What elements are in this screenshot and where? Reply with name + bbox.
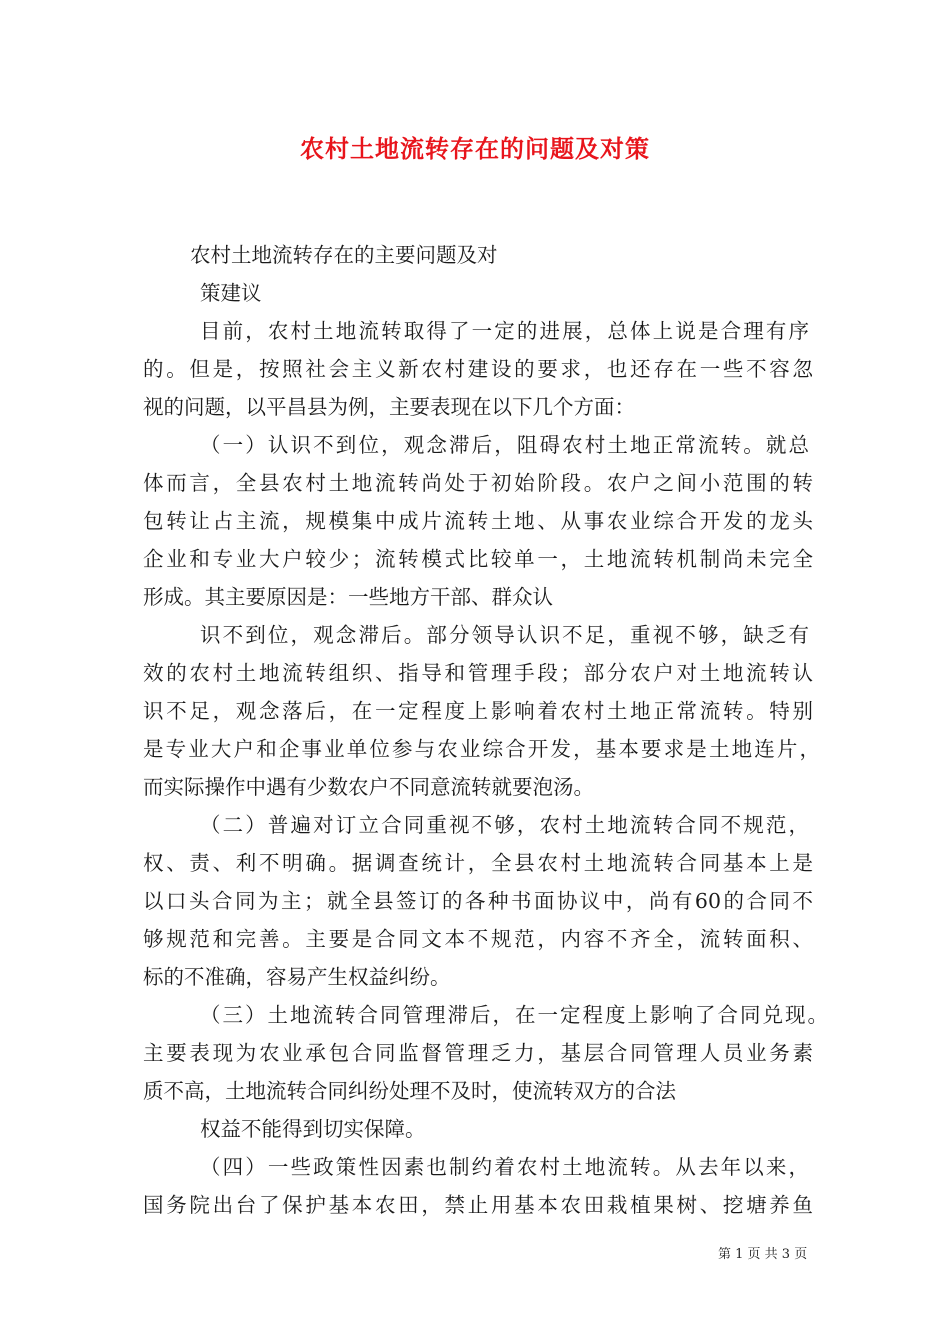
document-title: 农村土地流转存在的问题及对策 — [300, 134, 650, 163]
body-line: 视的问题，以平昌县为例，主要表现在以下几个方面： — [143, 395, 635, 419]
body-line: （一）认识不到位，观念滞后，阻碍农村土地正常流转。就总 — [200, 433, 809, 457]
body-line: 标的不准确，容易产生权益纠纷。 — [143, 965, 451, 989]
body-line: 识不到位，观念滞后。部分领导认识不足，重视不够，缺乏有 — [200, 623, 809, 647]
body-line: 识不足，观念落后，在一定程度上影响着农村土地正常流转。特别 — [143, 699, 813, 723]
body-line: 够规范和完善。主要是合同文本不规范，内容不齐全，流转面积、 — [143, 927, 813, 951]
body-line: （三）土地流转合同管理滞后，在一定程度上影响了合同兑现。 — [200, 1003, 828, 1027]
body-line: 体而言，全县农村土地流转尚处于初始阶段。农户之间小范围的转 — [143, 471, 813, 495]
body-line: 是专业大户和企事业单位参与农业综合开发，基本要求是土地连片， — [143, 737, 820, 761]
body-line: 包转让占主流，规模集中成片流转土地、从事农业综合开发的龙头 — [143, 509, 813, 533]
body-line: 农村土地流转存在的主要问题及对 — [190, 243, 498, 267]
body-line: 目前，农村土地流转取得了一定的进展，总体上说是合理有序 — [200, 319, 809, 343]
body-line: 的。但是，按照社会主义新农村建设的要求，也还存在一些不容忽 — [143, 357, 813, 381]
body-line: 权益不能得到切实保障。 — [200, 1117, 426, 1141]
page-number: 第 1 页 共 3 页 — [718, 1247, 808, 1262]
body-line: 形成。其主要原因是：一些地方干部、群众认 — [143, 585, 553, 609]
body-line: 主要表现为农业承包合同监督管理乏力，基层合同管理人员业务素 — [143, 1041, 813, 1065]
body-line: 以口头合同为主；就全县签订的各种书面协议中，尚有60的合同不 — [143, 889, 813, 913]
body-line: 质不高，土地流转合同纠纷处理不及时，使流转双方的合法 — [143, 1079, 676, 1103]
body-line: 国务院出台了保护基本农田，禁止用基本农田栽植果树、挖塘养鱼 — [143, 1193, 813, 1217]
body-line: 企业和专业大户较少；流转模式比较单一，土地流转机制尚未完全 — [143, 547, 813, 571]
body-line: （二）普遍对订立合同重视不够，农村土地流转合同不规范， — [200, 813, 809, 837]
body-line: （四）一些政策性因素也制约着农村土地流转。从去年以来， — [200, 1155, 809, 1179]
body-line: 策建议 — [200, 281, 262, 305]
body-line: 而实际操作中遇有少数农户不同意流转就要泡汤。 — [143, 775, 594, 799]
body-line: 效的农村土地流转组织、指导和管理手段；部分农户对土地流转认 — [143, 661, 813, 685]
body-line: 权、责、利不明确。据调查统计，全县农村土地流转合同基本上是 — [143, 851, 813, 875]
